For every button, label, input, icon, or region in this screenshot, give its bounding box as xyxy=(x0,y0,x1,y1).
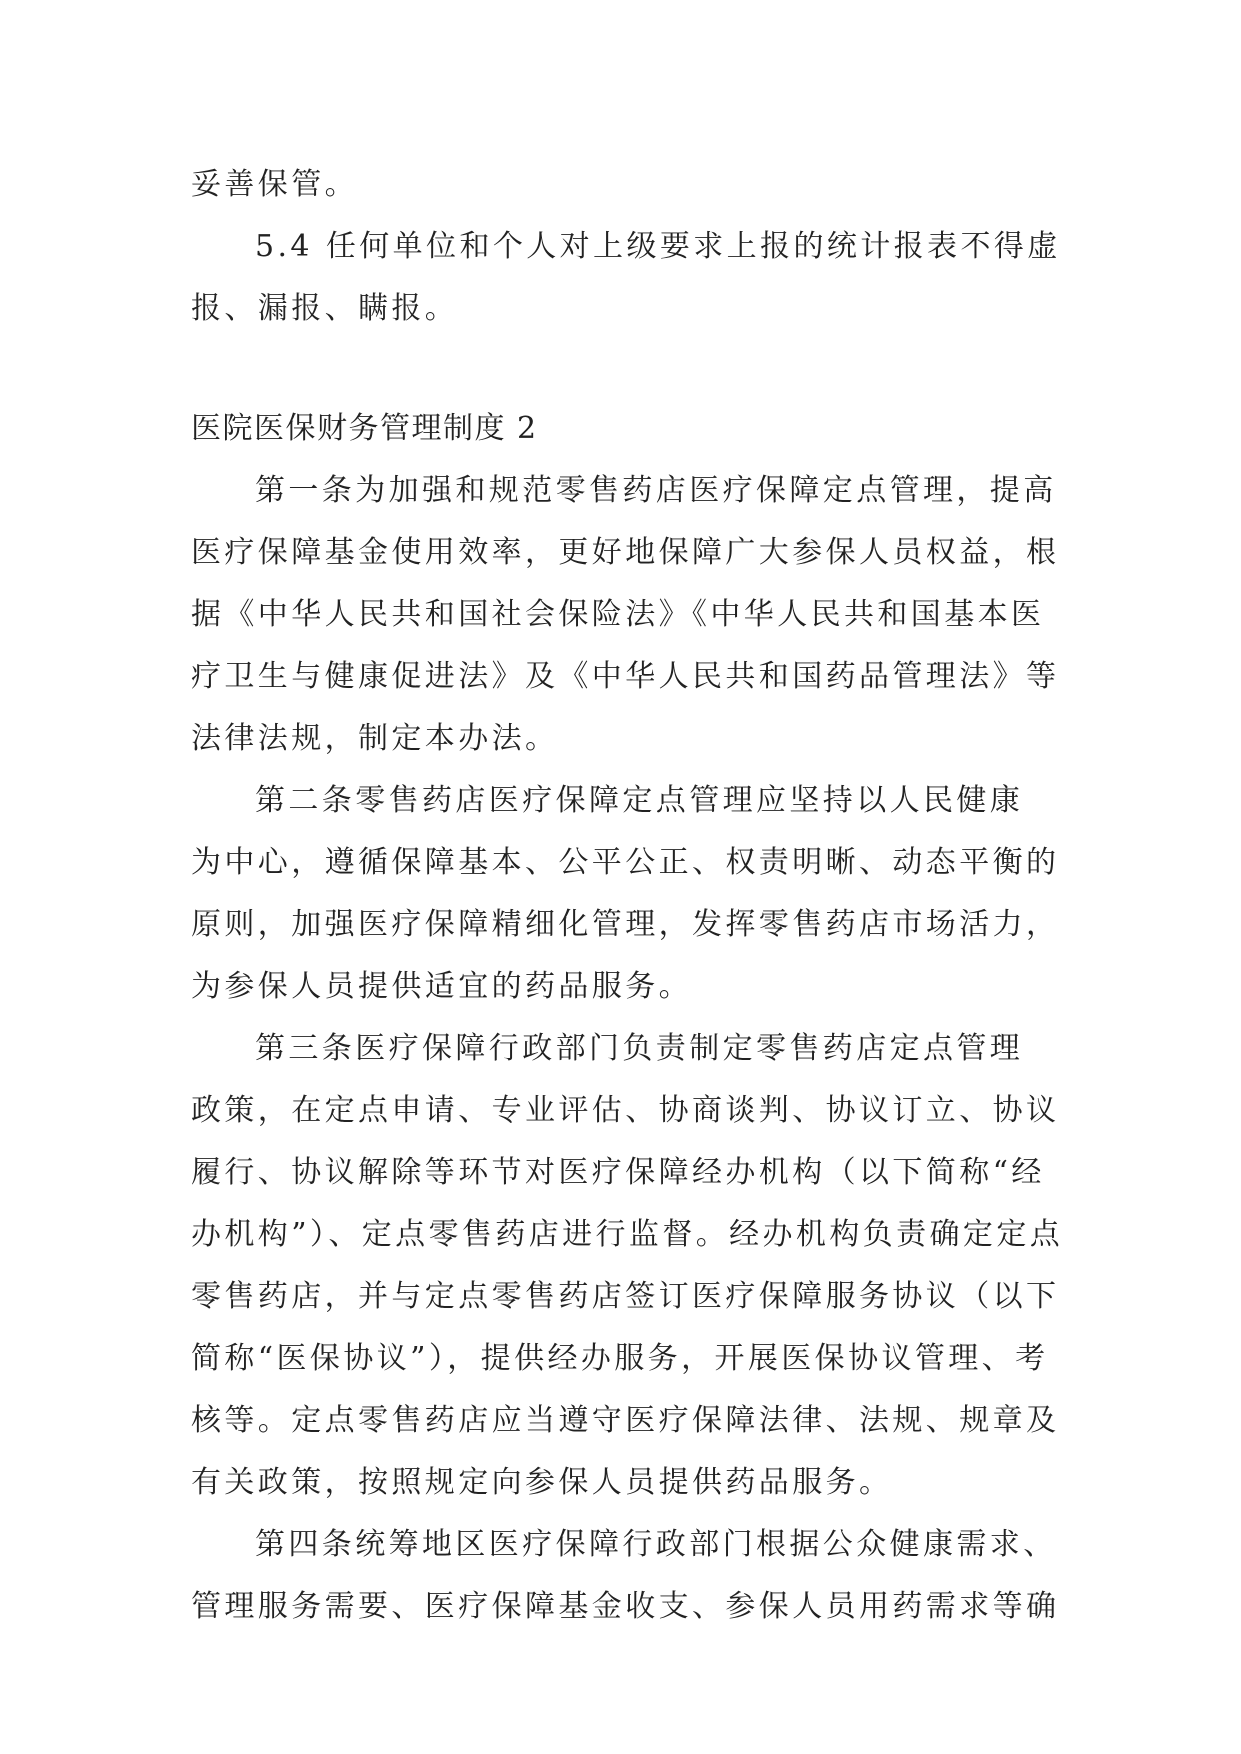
continuation-paragraph xyxy=(191,154,1051,216)
text-line: 零售药店，并与定点零售药店签订医疗保障服务协议（以下 xyxy=(191,1279,1060,1314)
text-line: 疗卫生与健康促进法》及《中华人民共和国药品管理法》等 xyxy=(191,659,1060,694)
text-line: 有关政策，按照规定向参保人员提供药品服务。 xyxy=(191,1465,893,1500)
text-line: 据《中华人民共和国社会保险法》《中华人民共和国基本医 xyxy=(191,597,1045,632)
document-body xyxy=(191,154,1064,1638)
text-line: 为中心，遵循保障基本、公平公正、权责明晰、动态平衡的 xyxy=(191,845,1060,880)
text-line: 第三条医疗保障行政部门负责制定零售药店定点管理 xyxy=(255,1031,1024,1066)
text-line: 法律法规，制定本办法。 xyxy=(191,721,559,756)
article-2-paragraph xyxy=(191,770,1060,1018)
section-title: 医院医保财务管理制度 2 xyxy=(191,411,538,446)
text-line: 核等。定点零售药店应当遵守医疗保障法律、法规、规章及 xyxy=(191,1403,1060,1438)
article-4-paragraph xyxy=(191,1514,1060,1638)
article-3-paragraph xyxy=(191,1018,1064,1514)
text-line: 报、漏报、瞒报。 xyxy=(191,291,459,326)
text-line: 为参保人员提供适宜的药品服务。 xyxy=(191,969,692,1004)
text-line: 第二条零售药店医疗保障定点管理应坚持以人民健康 xyxy=(255,783,1024,818)
text-line: 简称“医保协议”），提供经办服务，开展医保协议管理、考 xyxy=(191,1341,1049,1376)
text-line: 妥善保管。 xyxy=(191,167,358,202)
clause-5-4-paragraph xyxy=(191,216,1061,340)
text-line: 原则，加强医疗保障精细化管理，发挥零售药店市场活力， xyxy=(191,907,1060,942)
article-1-paragraph xyxy=(191,460,1060,770)
text-line: 履行、协议解除等环节对医疗保障经办机构（以下简称“经 xyxy=(191,1155,1045,1190)
text-line: 医疗保障基金使用效率，更好地保障广大参保人员权益，根 xyxy=(191,535,1060,570)
text-line: 办机构”）、定点零售药店进行监督。经办机构负责确定定点 xyxy=(191,1217,1064,1252)
text-line: 政策，在定点申请、专业评估、协商谈判、协议订立、协议 xyxy=(191,1093,1060,1128)
text-line: 第一条为加强和规范零售药店医疗保障定点管理，提高 xyxy=(255,473,1057,508)
paragraph-gap xyxy=(191,340,1051,398)
text-line: 5.4 任何单位和个人对上级要求上报的统计报表不得虚 xyxy=(255,229,1061,264)
text-line: 第四条统筹地区医疗保障行政部门根据公众健康需求、 xyxy=(255,1527,1057,1562)
text-line: 管理服务需要、医疗保障基金收支、参保人员用药需求等确 xyxy=(191,1589,1060,1624)
